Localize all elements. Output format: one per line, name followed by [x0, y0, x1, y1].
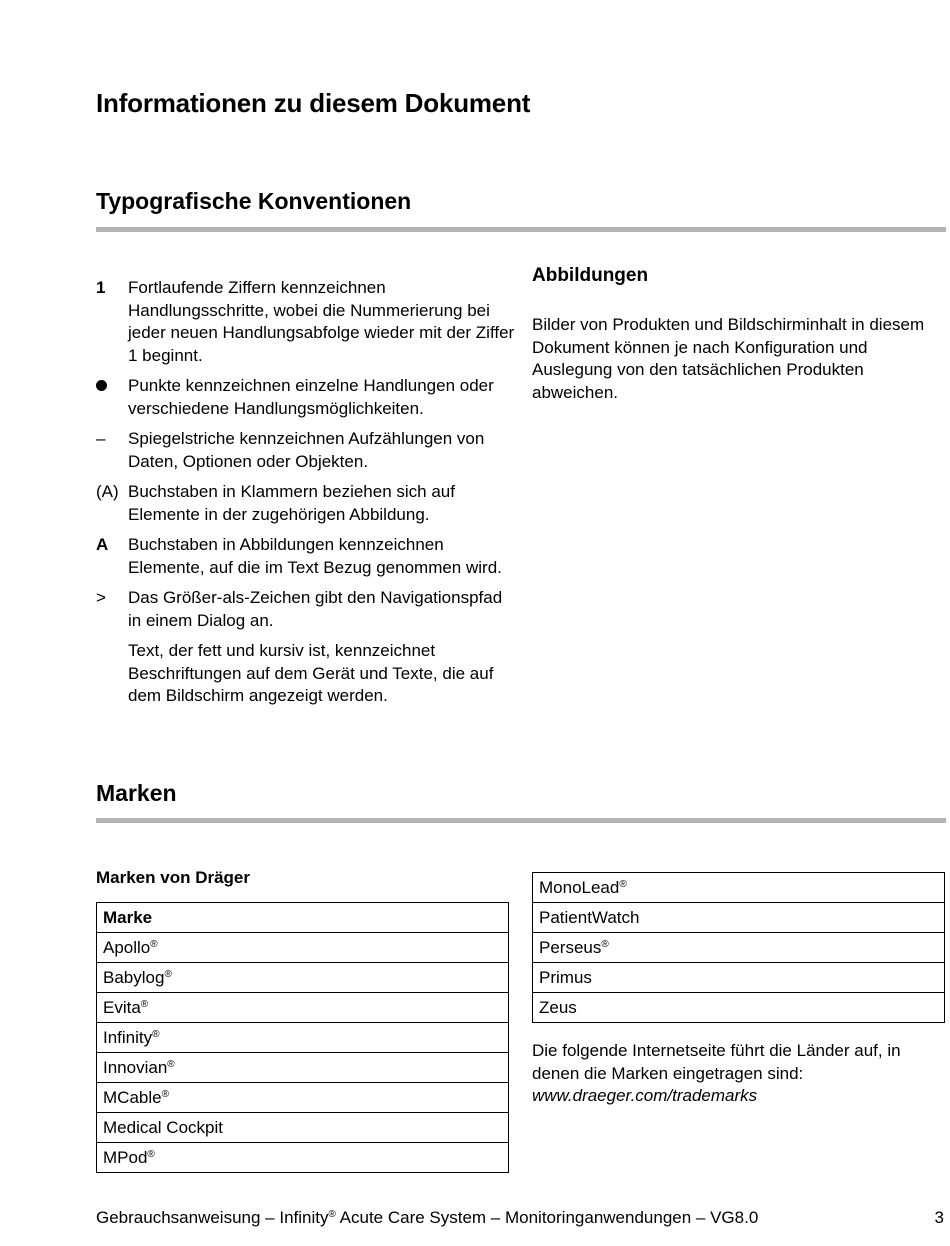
trademark-name: Infinity [103, 1027, 153, 1047]
trademark-name: MCable [103, 1087, 162, 1107]
trademark-cell [97, 1083, 509, 1113]
table-row [97, 963, 509, 993]
registered-mark: ® [167, 1058, 175, 1070]
table-row [533, 963, 945, 993]
list-item-text: Das Größer-als-Zeichen gibt den Navigationspfad in einem Dialog an. [128, 588, 503, 630]
trademark-cell [533, 933, 945, 963]
trademark-cell [533, 873, 945, 903]
trademark-cell [97, 1113, 509, 1143]
trademark-cell [533, 963, 945, 993]
trademark-name: Apollo [103, 937, 151, 957]
trademark-cell [97, 1143, 509, 1173]
registered-mark: ® [152, 1028, 160, 1040]
trademark-table-left [96, 902, 509, 1173]
list-item-text: Text, der fett und kursiv ist, kennzeichnet Beschriftungen auf dem Gerät und Texte, die auf dem Bildschirm angezeigt werden. [128, 641, 494, 705]
section-divider [96, 818, 946, 823]
footer-text-end: Acute Care System – Monitoringanwendungen – VG8.0 [335, 1208, 759, 1227]
trademarks-note [532, 1040, 942, 1108]
table-row [97, 933, 509, 963]
table-row [533, 903, 945, 933]
conventions-heading: Typografische Konventionen [96, 188, 412, 214]
trademark-cell [97, 963, 509, 993]
trademarks-url-link[interactable]: www.draeger.com/trademarks [532, 1086, 758, 1105]
table-row [533, 873, 945, 903]
registered-mark: ® [150, 938, 158, 950]
trademarks-heading: Marken [96, 780, 177, 806]
greater-than-marker: > [96, 588, 106, 607]
trademark-name: Evita [103, 997, 141, 1017]
list-item-text: Fortlaufende Ziffern kennzeichnen Handlungsschritte, wobei die Nummerierung bei jeder neuen Handlungsabfolge wieder mit der Ziffer 1 beginnt. [128, 278, 515, 365]
table-row [533, 933, 945, 963]
list-item-text: Spiegelstriche kennzeichnen Aufzählungen von Daten, Optionen oder Objekten. [128, 429, 485, 471]
trademark-cell [97, 1053, 509, 1083]
letter-marker: A [96, 535, 109, 554]
illustrations-heading: Abbildungen [532, 265, 649, 286]
registered-mark: ® [140, 998, 149, 1010]
trademark-name: Innovian [103, 1057, 168, 1077]
trademark-cell [533, 903, 945, 933]
list-item-text: Buchstaben in Klammern beziehen sich auf Elemente in der zugehörigen Abbildung. [128, 482, 455, 524]
list-item-text: Punkte kennzeichnen einzelne Handlungen oder verschiedene Handlungsmöglichkeiten. [128, 376, 494, 418]
registered-mark: ® [601, 938, 609, 950]
list-item [96, 277, 516, 367]
trademark-cell [97, 993, 509, 1023]
table-header: Marke [97, 903, 509, 933]
trademark-name: Medical Cockpit [103, 1117, 223, 1137]
illustrations-text: Bilder von Produkten und Bildschirminhalt in diesem Dokument können je nach Konfiguration und Auslegung von den tatsächlichen Produkten abweichen. [532, 315, 925, 402]
registered-mark: ® [328, 1209, 336, 1220]
trademarks-note-text: Die folgende Internetseite führt die Länder auf, in denen die Marken eingetragen sind: [532, 1041, 901, 1083]
list-item [96, 640, 516, 708]
trademark-name: MonoLead [539, 877, 620, 897]
table-row [97, 1023, 509, 1053]
list-item [96, 587, 516, 632]
table-row [97, 1143, 509, 1173]
trademark-name: Primus [539, 967, 592, 987]
dash-marker: – [96, 429, 106, 448]
registered-mark: ® [161, 1088, 169, 1100]
trademark-name: Perseus [539, 937, 602, 957]
bullet-dot-icon [96, 375, 126, 398]
table-row [97, 993, 509, 1023]
step-number-marker: 1 [96, 278, 106, 297]
page-number: 3 [934, 1208, 944, 1227]
list-item [96, 534, 516, 579]
trademark-cell [97, 1023, 509, 1053]
section-divider [96, 227, 946, 232]
bracket-letter-marker: (A) [96, 482, 119, 501]
table-row [533, 993, 945, 1023]
list-item [96, 428, 516, 473]
footer-text-start: Gebrauchsanweisung – Infinity [96, 1208, 329, 1227]
table-row [97, 1053, 509, 1083]
registered-mark: ® [147, 1148, 155, 1160]
list-item [96, 481, 516, 526]
list-item-text: Buchstaben in Abbildungen kennzeichnen Elemente, auf die im Text Bezug genommen wird. [128, 535, 502, 577]
page-footer [96, 1208, 758, 1228]
trademark-name: MPod [103, 1147, 148, 1167]
trademark-name: Zeus [539, 997, 577, 1017]
table-row [97, 1113, 509, 1143]
trademark-cell [97, 933, 509, 963]
table-row [97, 1083, 509, 1113]
list-item [96, 375, 516, 420]
trademark-cell [533, 993, 945, 1023]
trademark-table-right [532, 872, 945, 1023]
page-title: Informationen zu diesem Dokument [96, 88, 531, 118]
conventions-list [96, 277, 516, 716]
registered-mark: ® [164, 968, 172, 980]
trademarks-subheading: Marken von Dräger [96, 868, 250, 887]
registered-mark: ® [619, 878, 627, 890]
trademark-name: Babylog [103, 967, 165, 987]
trademark-name: PatientWatch [539, 907, 640, 927]
